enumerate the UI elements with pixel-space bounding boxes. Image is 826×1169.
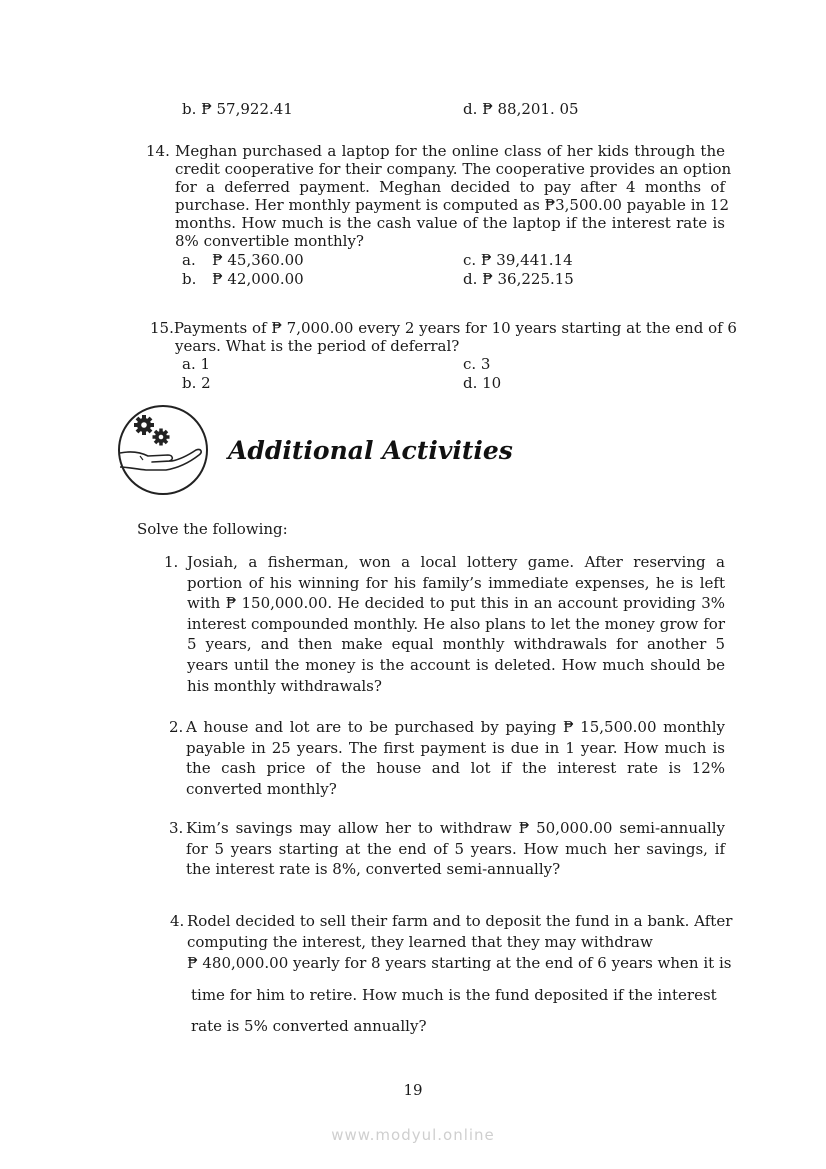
q14-line-1: Meghan purchased a laptop for the online class of her kids through the — [175, 142, 725, 160]
q14-option-c: c. ₱ 39,441.14 — [463, 251, 573, 269]
problem-2-number: 2. — [169, 718, 184, 736]
problem-4-line-5: rate is 5% converted annually? — [191, 1017, 427, 1035]
q14-option-a-letter: a. — [182, 251, 196, 269]
problem-1-text: Josiah, a fisherman, won a local lottery game. After reserving a portion of his winning for his family’s immediate expenses, he is left with ₱ 150,000.00. He decided to put this in an account providing 3% interest compounded monthly. He also plans to let the money grow for 5 years, and then make equal monthly withdrawals for another 5 years until the money is the account is deleted. How much should be his monthly withdrawals? — [187, 553, 725, 695]
q15-option-b: b. 2 — [182, 374, 211, 392]
q15-option-c: c. 3 — [463, 355, 491, 373]
problem-4-line-4: time for him to retire. How much is the fund deposited if the interest — [191, 986, 717, 1004]
q15-line-2: years. What is the period of deferral? — [175, 337, 460, 355]
q15-option-d: d. 10 — [463, 374, 502, 392]
q14-line-2: credit cooperative for their company. The cooperative provides an option — [175, 160, 732, 178]
q13-option-b: b. ₱ 57,922.41 — [182, 100, 293, 118]
page-number: 19 — [403, 1081, 423, 1099]
section-title: Additional Activities — [228, 436, 513, 465]
problem-2-text — [186, 717, 725, 799]
q14-line-5: months. How much is the cash value of the laptop if the interest rate is — [175, 214, 725, 232]
q14-option-a-value: ₱ 45,360.00 — [212, 251, 304, 269]
q14-option-d: d. ₱ 36,225.15 — [463, 270, 574, 288]
q15-option-a: a. 1 — [182, 355, 211, 373]
problem-4-number: 4. — [170, 912, 185, 930]
q14-option-b-value: ₱ 42,000.00 — [212, 270, 304, 288]
problem-4-line-3: ₱ 480,000.00 yearly for 8 years starting at the end of 6 years when it is — [187, 954, 732, 972]
q14-number: 14. — [146, 142, 170, 160]
q14-line-3: for a deferred payment. Meghan decided to pay after 4 months of — [175, 178, 725, 196]
instructions: Solve the following: — [137, 520, 288, 538]
q14-line-4: purchase. Her monthly payment is computed as ₱3,500.00 payable in 12 — [175, 196, 730, 214]
problem-4-line-1: Rodel decided to sell their farm and to deposit the fund in a bank. After — [187, 912, 733, 930]
problem-3-number: 3. — [169, 819, 184, 837]
problem-3-text: Kim’s savings may allow her to withdraw ₱ 50,000.00 semi-annually for 5 years starting at the end of 5 years. How much her savings, if the interest rate is 8%, converted semi-annually? — [186, 819, 725, 879]
q13-option-d: d. ₱ 88,201. 05 — [463, 100, 579, 118]
q15-line-1: 15.Payments of ₱ 7,000.00 every 2 years for 10 years starting at the end of 6 — [150, 319, 737, 337]
q14-option-b-letter: b. — [182, 270, 197, 288]
problem-2-body: A house and lot are to be purchased by paying ₱ 15,500.00 monthly payable in 25 years. The first payment is due in 1 year. How much is the cash price of the house and lot if the interest rate is 12% converted monthly? — [186, 718, 725, 798]
problem-1-number: 1. — [164, 553, 179, 571]
q14-line-6: 8% convertible monthly? — [175, 232, 364, 250]
gears-in-hand-icon — [116, 404, 210, 496]
watermark: www.modyul.online — [331, 1126, 495, 1144]
problem-4-line-2: computing the interest, they learned that they may withdraw — [187, 933, 653, 951]
